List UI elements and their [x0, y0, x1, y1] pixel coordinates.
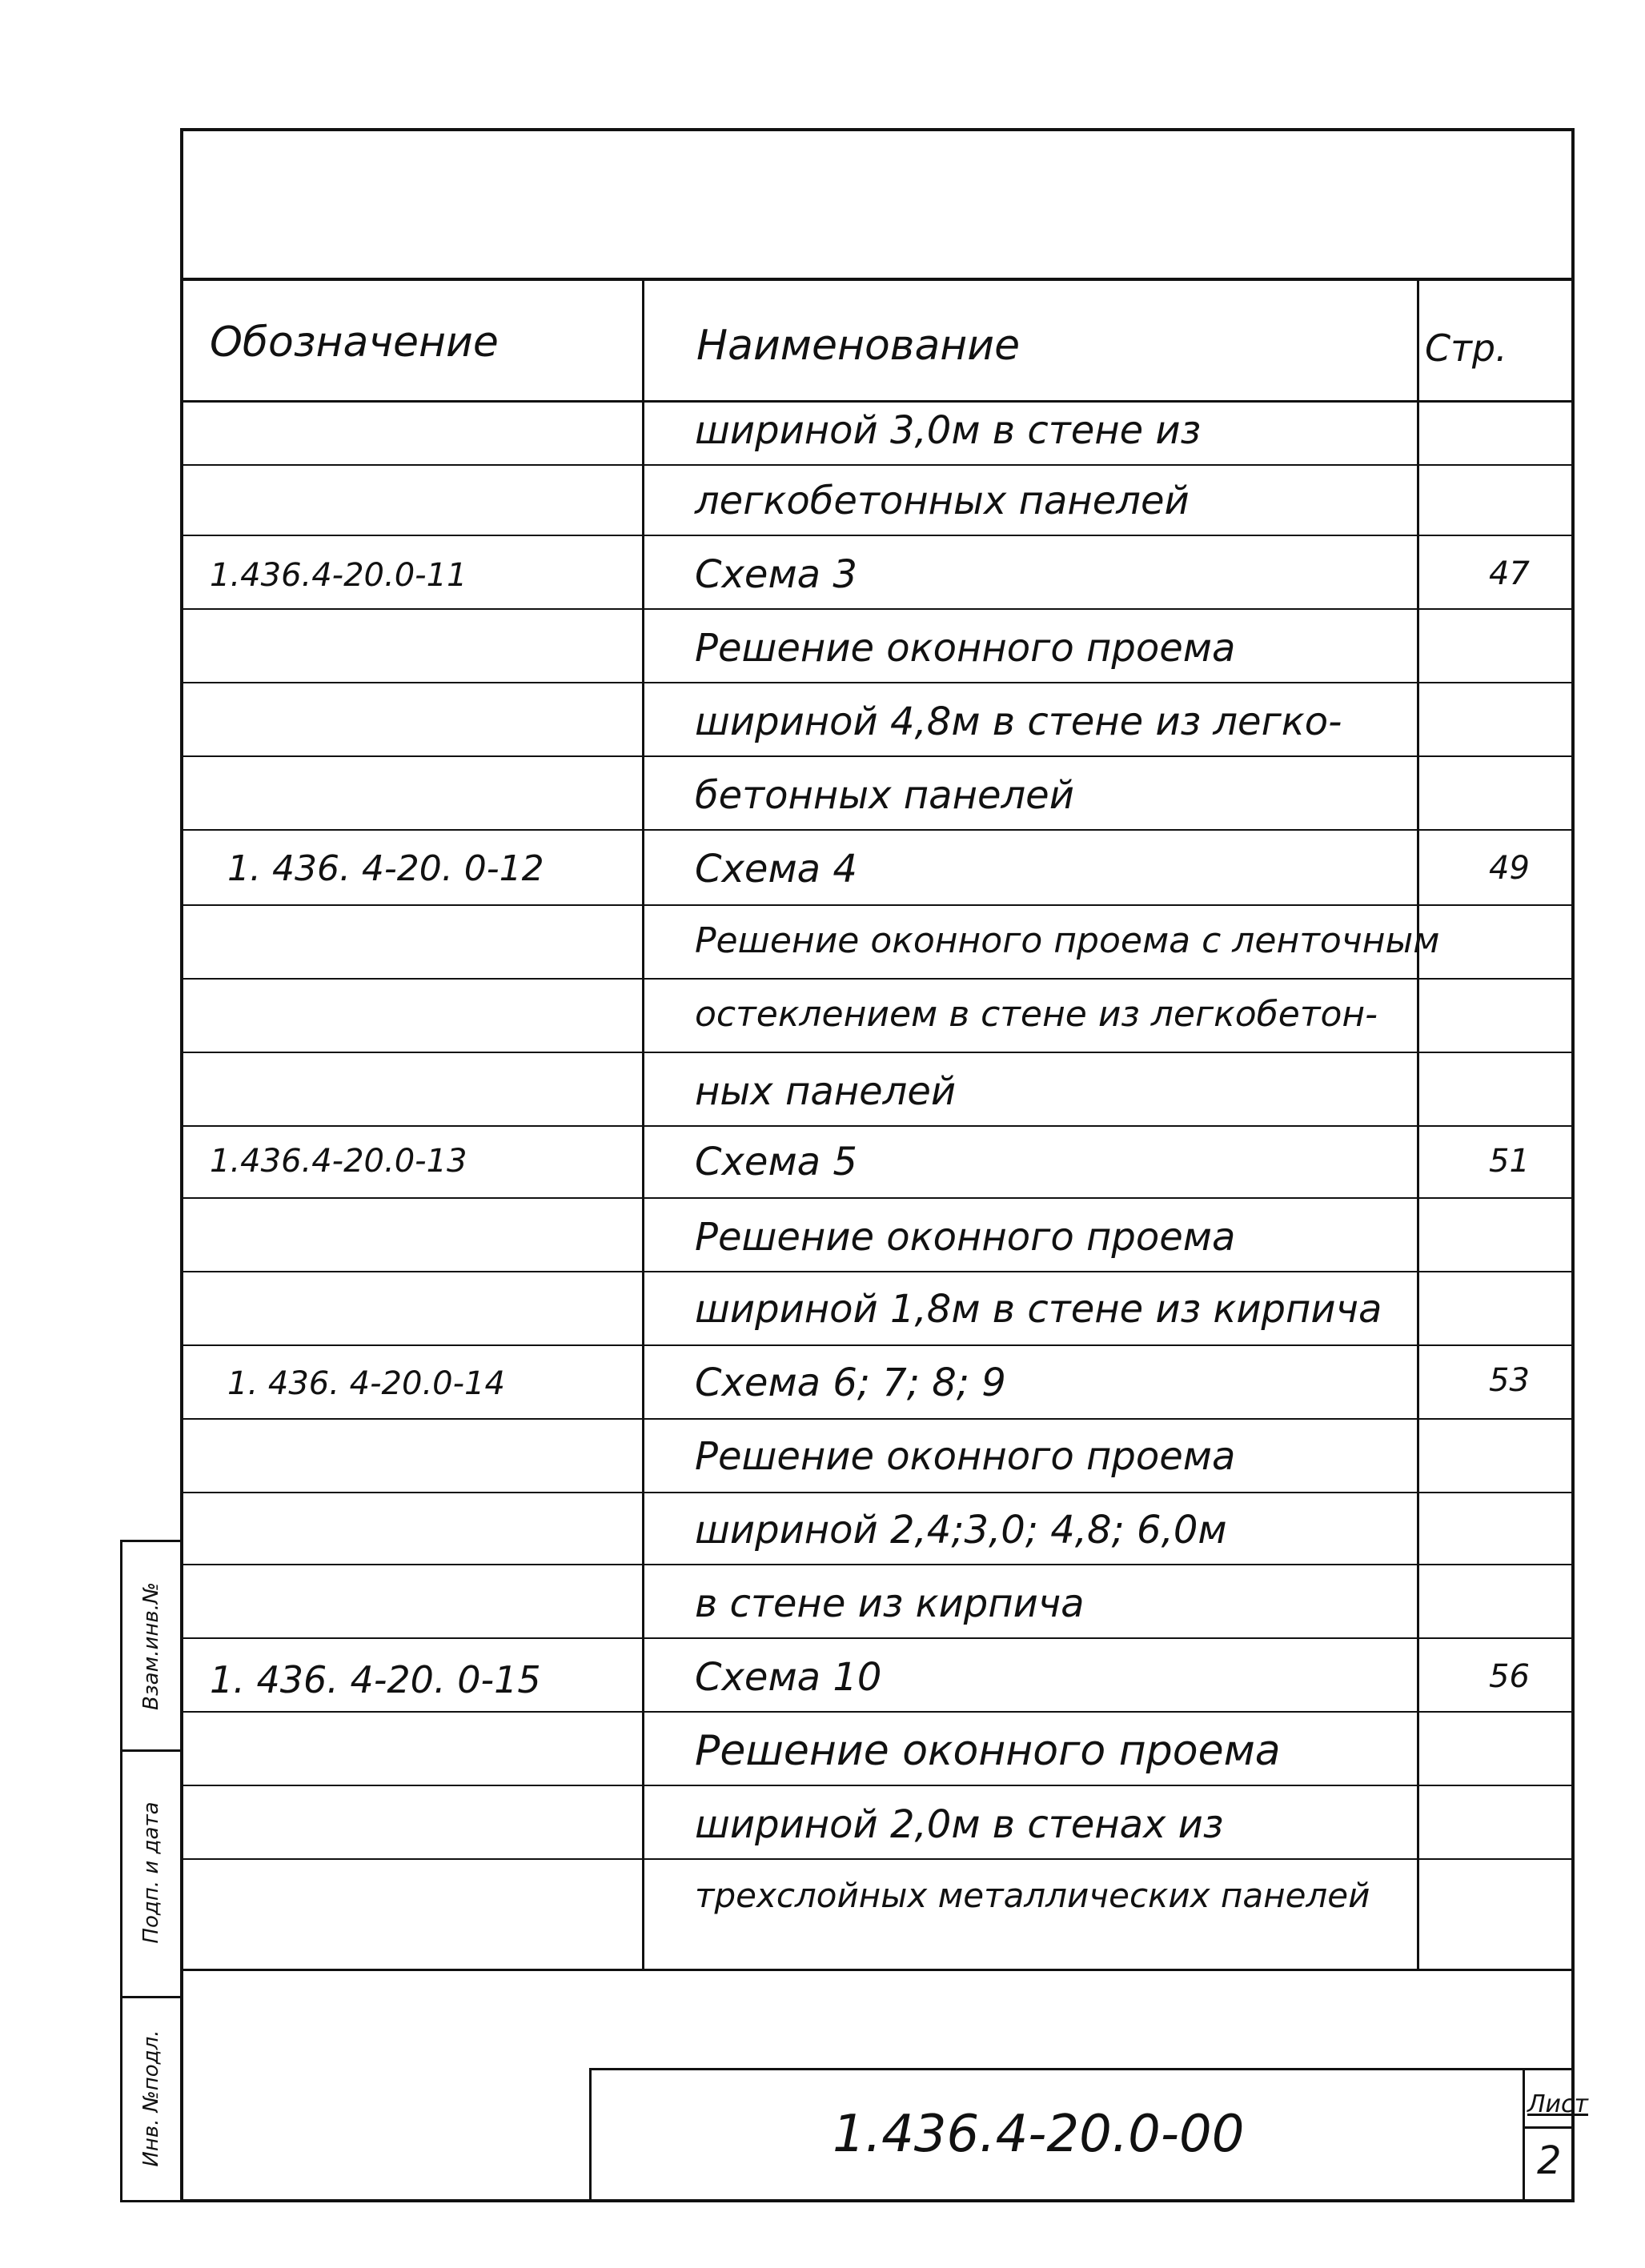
row-designation: 1. 436. 4-20. 0-15 [210, 1658, 541, 1701]
row-name: Схема 6; 7; 8; 9 [695, 1360, 1006, 1405]
row-page: 53 [1489, 1362, 1530, 1399]
row-name: легкобетонных панелей [695, 479, 1190, 523]
side-strip-divider [120, 1749, 183, 1752]
row-page: 49 [1489, 850, 1530, 887]
frame-bottom [180, 2199, 1575, 2202]
title-block-sheet-divider [1523, 2068, 1525, 2202]
row-name: Схема 3 [695, 552, 857, 597]
row-line [180, 1052, 1575, 1053]
row-line [180, 1271, 1575, 1272]
row-line [180, 755, 1575, 757]
row-page: 51 [1489, 1143, 1530, 1180]
row-name: шириной 2,0м в стенах из [695, 1802, 1224, 1847]
frame-left [180, 128, 183, 2202]
side-strip-left [120, 1540, 122, 2202]
row-designation: 1. 436. 4-20. 0-12 [227, 848, 544, 889]
row-line [180, 1418, 1575, 1420]
row-line [180, 464, 1575, 466]
row-name: Схема 10 [695, 1655, 882, 1700]
row-line [180, 1125, 1575, 1127]
row-name: шириной 2,4;3,0; 4,8; 6,0м [695, 1508, 1227, 1553]
table-top-line [180, 278, 1575, 281]
row-line [180, 1858, 1575, 1860]
row-line [180, 1197, 1575, 1199]
row-line [180, 978, 1575, 980]
row-line [180, 1785, 1575, 1786]
row-designation: 1.436.4-20.0-11 [210, 557, 467, 594]
header-designation: Обозначение [210, 319, 499, 367]
row-name: Решение оконного проема с ленточным [695, 920, 1440, 961]
row-name: остеклением в стене из легкобетон- [695, 994, 1378, 1035]
row-line [180, 829, 1575, 831]
row-name: Решение оконного проема [695, 1215, 1236, 1260]
row-name: Решение оконного проема [695, 1434, 1236, 1479]
side-strip-top [120, 1540, 183, 1542]
col-divider-1 [642, 278, 644, 1970]
side-inv-replaced: Взам.инв.№ [139, 1582, 163, 1710]
row-name: шириной 4,8м в стене из легко- [695, 699, 1342, 744]
row-name: ных панелей [695, 1069, 957, 1114]
row-name: Решение оконного проема [695, 626, 1236, 671]
side-strip-bottom [120, 2200, 183, 2202]
title-block-left [589, 2068, 592, 2202]
row-name: шириной 1,8м в стене из кирпича [695, 1287, 1382, 1332]
frame-top [180, 128, 1575, 131]
row-line [180, 1344, 1575, 1346]
row-line [180, 400, 1575, 403]
row-name: Схема 4 [695, 847, 857, 892]
row-line [180, 1637, 1575, 1639]
col-divider-2 [1417, 278, 1419, 1970]
header-name: Наименование [696, 322, 1021, 370]
row-line [180, 904, 1575, 906]
header-page: Стр. [1425, 327, 1507, 370]
row-line [180, 1711, 1575, 1713]
row-name: трехслойных металлических панелей [695, 1876, 1370, 1915]
document-code: 1.436.4-20.0-00 [833, 2105, 1245, 2164]
side-sign-date: Подп. и дата [139, 1801, 163, 1944]
row-name: Решение оконного проема [695, 1727, 1281, 1775]
frame-right [1571, 128, 1575, 2202]
row-designation: 1.436.4-20.0-13 [210, 1143, 467, 1180]
row-line [180, 535, 1575, 536]
side-inv-original: Инв. №подл. [139, 2030, 163, 2167]
row-line [180, 1492, 1575, 1493]
row-name: в стене из кирпича [695, 1581, 1085, 1626]
row-name: бетонных панелей [695, 773, 1074, 818]
title-block-top [589, 2068, 1575, 2070]
row-line [180, 682, 1575, 683]
row-name: шириной 3,0м в стене из [695, 408, 1202, 453]
title-block-sheet-mid [1523, 2126, 1575, 2129]
table-bottom-line [180, 1969, 1575, 1971]
row-line [180, 1564, 1575, 1565]
row-page: 56 [1489, 1658, 1530, 1695]
row-name: Схема 5 [695, 1140, 857, 1184]
row-page: 47 [1489, 555, 1530, 592]
row-line [180, 608, 1575, 610]
row-designation: 1. 436. 4-20.0-14 [227, 1365, 505, 1402]
sheet-number: 2 [1537, 2138, 1562, 2183]
sheet-label: Лист [1527, 2090, 1589, 2118]
